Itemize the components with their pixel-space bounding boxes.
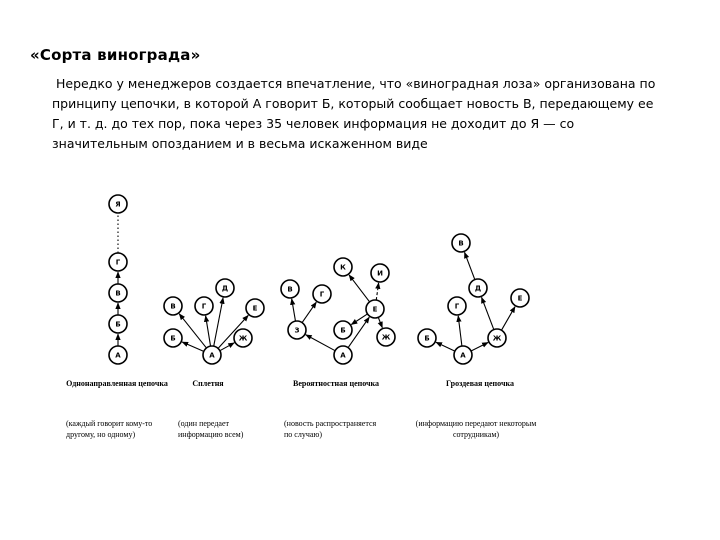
diagram-3-edge-А-З [306, 335, 335, 351]
diagram-3-edge-Е-И [376, 283, 378, 300]
diagram-2-node-Б [164, 329, 182, 347]
svg-text:А: А [460, 351, 466, 360]
diagram-4-node-Б [418, 329, 436, 347]
diagram-3-node-И [371, 264, 389, 282]
diagram-4-edge-Ж-Е [501, 307, 515, 331]
diagram-2-title: Сплетня [192, 379, 224, 388]
svg-text:Г: Г [319, 290, 325, 299]
diagram-2-edge-А-Г [206, 316, 211, 346]
svg-text:Б: Б [115, 320, 121, 329]
diagram-3-node-Е [366, 300, 384, 318]
diagram-1-note: (каждый говорит кому-то другому, но одному) [66, 419, 153, 439]
diagram-3-edge-З-В [292, 299, 296, 321]
svg-text:Г: Г [115, 258, 121, 267]
svg-text:А: А [209, 351, 215, 360]
slide-body-text: Нередко у менеджеров создается впечатление, что «виноградная лоза» организована по принципу цепочки, в которой А говорит Б, который сообщает новость В, передающему ее Г, и т. д. до тех пор, пока через 35 человек информация не доходит до Я — со значительным опозданием и в весьма искаженном виде [52, 76, 656, 151]
diagram-2-node-Е [246, 299, 264, 317]
svg-text:Б: Б [170, 334, 176, 343]
svg-text:Г: Г [454, 302, 460, 311]
diagram-3-edge-Е-Ж [378, 317, 382, 327]
diagram-1-node-Г [109, 253, 127, 271]
svg-text:Я: Я [115, 200, 121, 209]
diagram-4-node-Д [469, 279, 487, 297]
diagram-3-node-В [281, 280, 299, 298]
diagram-3-title: Вероятностная цепочка [292, 379, 380, 388]
diagram-2-note: (один передает информацию всем) [178, 419, 244, 439]
diagram-2-edge-А-Д [214, 298, 223, 346]
diagram-3-edge-Е-К [349, 275, 369, 302]
diagram-4-node-А [454, 346, 472, 364]
svg-text:В: В [170, 302, 176, 311]
diagram-4-title: Гроздевая цепочка [446, 379, 514, 388]
diagram-4-edge-А-Б [436, 342, 455, 351]
diagram-1-node-В [109, 284, 127, 302]
svg-text:А: А [115, 351, 121, 360]
diagram-3-node-Б [334, 321, 352, 339]
slide-title: «Сорта винограда» [30, 46, 201, 64]
diagram-3-note: (новость распространяется по случаю) [284, 419, 377, 439]
svg-text:Б: Б [340, 326, 346, 335]
svg-text:И: И [377, 269, 383, 278]
svg-text:Б: Б [424, 334, 430, 343]
diagram-2-node-Г [195, 297, 213, 315]
diagram-1-node-А [109, 346, 127, 364]
diagram-3-node-З [288, 321, 306, 339]
diagram-1-title: Однонаправленная цепочка [66, 379, 168, 388]
svg-text:Д: Д [221, 284, 229, 293]
svg-text:Ж: Ж [492, 334, 502, 343]
svg-text:З: З [294, 326, 300, 335]
diagram-1-node-Я [109, 195, 127, 213]
svg-text:В: В [458, 239, 464, 248]
diagram-4-edge-Ж-Д [482, 297, 494, 329]
diagram-3-node-Г [313, 285, 331, 303]
diagram-4-node-Ж [488, 329, 506, 347]
svg-text:А: А [340, 351, 346, 360]
svg-text:Ж: Ж [381, 333, 391, 342]
svg-text:В: В [287, 285, 293, 294]
diagram-4-edge-Д-В [465, 252, 475, 279]
svg-text:В: В [115, 289, 121, 298]
svg-text:Д: Д [474, 284, 482, 293]
svg-text:Е: Е [252, 304, 258, 313]
svg-text:Г: Г [201, 302, 207, 311]
diagram-4-node-Е [511, 289, 529, 307]
diagram-2-edge-А-Б [182, 342, 204, 351]
diagram-2-node-В [164, 297, 182, 315]
svg-text:К: К [340, 263, 346, 272]
diagram-3-edge-З-Г [302, 302, 316, 322]
diagram-4-edge-А-Г [458, 316, 462, 346]
diagram-3-node-Ж [377, 328, 395, 346]
diagram-2-node-Ж [234, 329, 252, 347]
diagram-3-node-А [334, 346, 352, 364]
diagram-4-note: (информацию передают некоторым сотрудникам) [415, 419, 537, 439]
diagram-2-node-А [203, 346, 221, 364]
diagram-4-edge-А-Ж [471, 342, 488, 351]
diagram-4-node-В [452, 234, 470, 252]
svg-text:Е: Е [517, 294, 523, 303]
svg-text:Ж: Ж [238, 334, 248, 343]
svg-text:Е: Е [372, 305, 378, 314]
diagram-4-node-Г [448, 297, 466, 315]
diagram-2-node-Д [216, 279, 234, 297]
diagram-1-node-Б [109, 315, 127, 333]
diagram-3-node-К [334, 258, 352, 276]
